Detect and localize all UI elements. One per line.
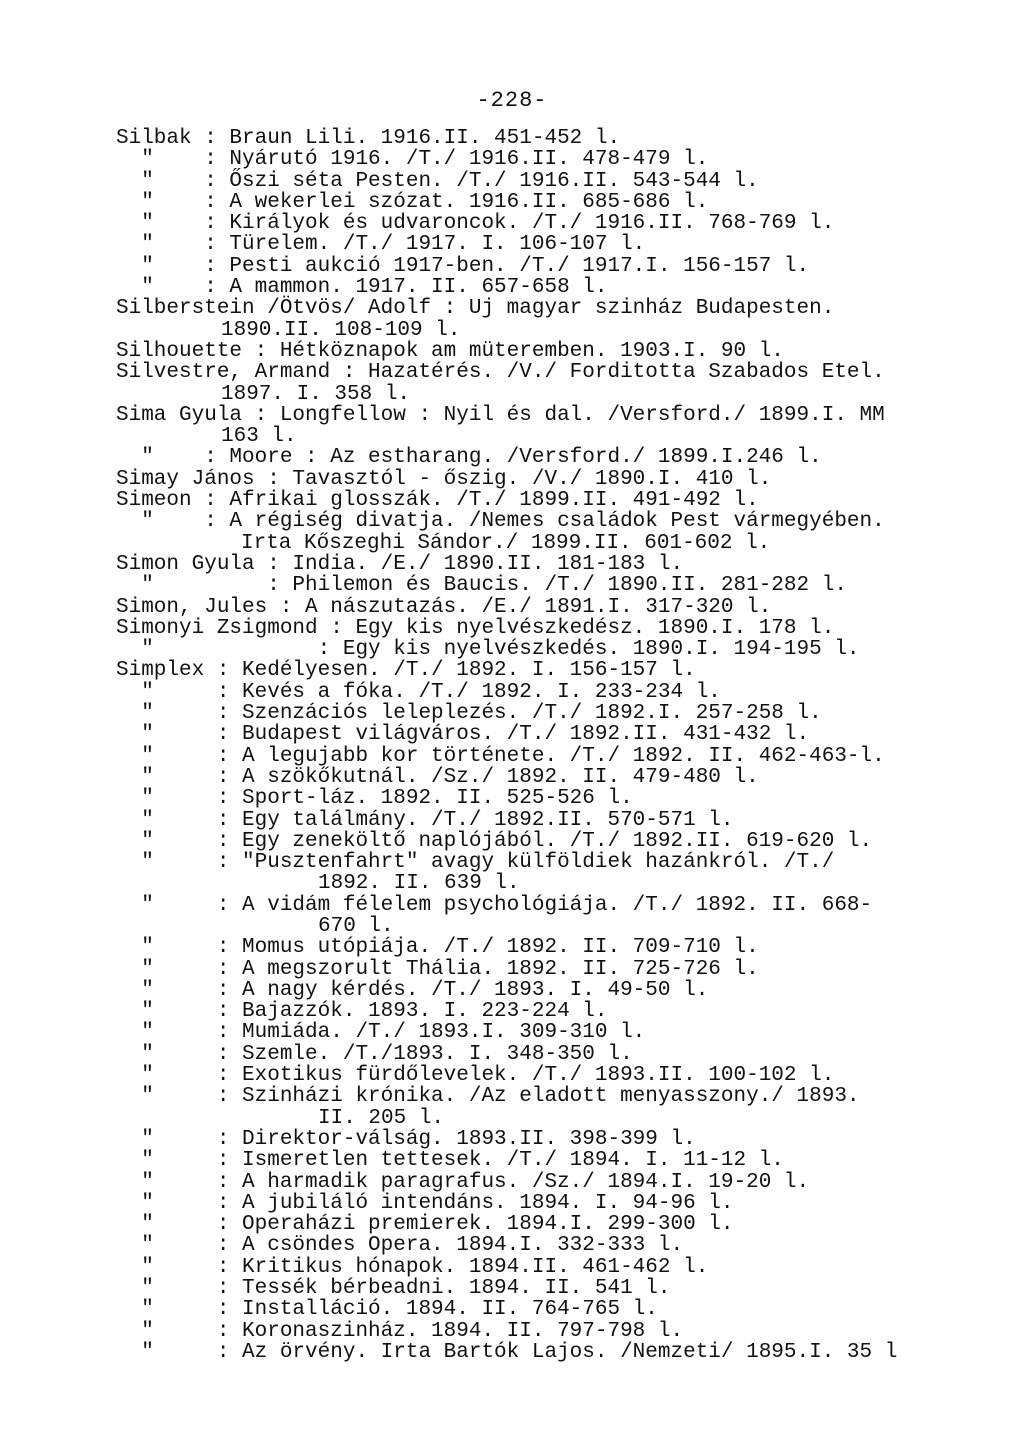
entry-line: " : A wekerlei szózat. 1916.II. 685-686 l. [116,190,709,214]
entry-line: " : Ismeretlen tettesek. /T./ 1894. I. 11-12 l. [116,1149,784,1173]
entry-line: 1890.II. 108-109 l. [221,318,461,342]
entry-line: Silhouette : Hétköznapok am müteremben. 1903.I. 90 l. [116,339,784,363]
entry-line: " : Szinházi krónika. /Az eladott menyasszony./ 1893. [116,1085,860,1109]
entry-line: " : A régiség divatja. /Nemes családok Pest vármegyében. [116,510,885,534]
entry-line: " : Direktor-válság. 1893.II. 398-399 l. [116,1127,696,1151]
entry-line: " : Kritikus hónapok. 1894.II. 461-462 l. [116,1255,709,1279]
entry-line: 1892. II. 639 l. [318,872,520,896]
entry-line: " : Királyok és udvaroncok. /T./ 1916.II. 768-769 l. [116,212,835,236]
entry-line: " : Egy kis nyelvészkedés. 1890.I. 194-195 l. [116,638,860,662]
entry-line: Silbak : Braun Lili. 1916.II. 451-452 l. [116,127,621,150]
entry-line: " : A nagy kérdés. /T./ 1893. I. 49-50 l. [116,978,709,1002]
entry-line: " : Szemle. /T./1893. I. 348-350 l. [116,1042,633,1066]
entry-line: " : Pesti aukció 1917-ben. /T./ 1917.I. 156-157 l. [116,254,810,278]
entry-line: " : Momus utópiája. /T./ 1892. II. 709-710 l. [116,936,759,960]
entry-line: " : Őszi séta Pesten. /T./ 1916.II. 543-544 l. [116,169,759,193]
entry-line: " : Operaházi premierek. 1894.I. 299-300 l. [116,1213,734,1237]
entry-line: " : Egy találmány. /T./ 1892.II. 570-571 l. [116,808,734,832]
entry-line: Silberstein /Ötvös/ Adolf : Uj magyar szinház Budapesten. [116,297,835,321]
entry-line: " : Moore : Az estharang. /Versford./ 1899.I.246 l. [116,446,822,470]
entry-line: " : A mammon. 1917. II. 657-658 l. [116,276,608,300]
entry-line: 163 l. [221,425,297,449]
entry-line: 670 l. [318,914,394,938]
entry-line: " : Türelem. /T./ 1917. I. 106-107 l. [116,233,646,257]
entry-line: Simplex : Kedélyesen. /T./ 1892. I. 156-157 l. [116,659,696,683]
entry-line: " : Sport-láz. 1892. II. 525-526 l. [116,787,633,811]
bibliography-entries [116,128,996,1363]
entry-line: " : Nyárutó 1916. /T./ 1916.II. 478-479 l. [116,148,709,172]
entry-line: " : A megszorult Thália. 1892. II. 725-726 l. [116,957,759,981]
entry-line: " : Budapest világváros. /T./ 1892.II. 431-432 l. [116,723,810,747]
entry-line: " : A csöndes Opera. 1894.I. 332-333 l. [116,1234,684,1258]
entry-line: " : Szenzációs leleplezés. /T./ 1892.I. 257-258 l. [116,702,822,726]
entry-line: " : A szökőkutnál. /Sz./ 1892. II. 479-480 l. [116,765,759,789]
entry-line: " : A harmadik paragrafus. /Sz./ 1894.I. 19-20 l. [116,1170,810,1194]
entry-line: " : Mumiáda. /T./ 1893.I. 309-310 l. [116,1021,646,1045]
entry-line: " : Egy zeneköltő naplójából. /T./ 1892.II. 619-620 l. [116,829,873,853]
page-number: -228- [476,88,548,113]
entry-line: " : Koronaszinház. 1894. II. 797-798 l. [116,1319,684,1343]
entry-line: Simeon : Afrikai glosszák. /T./ 1899.II. 491-492 l. [116,489,759,513]
entry-line: Irta Kőszeghi Sándor./ 1899.II. 601-602 l. [241,531,771,555]
entry-line: Simon Gyula : India. /E./ 1890.II. 181-183 l. [116,552,684,576]
entry-line: " : "Pusztenfahrt" avagy külföldiek hazánkról. /T./ [116,851,835,875]
entry-line: II. 205 l. [318,1106,445,1130]
entry-line: 1897. I. 358 l. [221,382,411,406]
entry-line: " : Kevés a fóka. /T./ 1892. I. 233-234 l. [116,680,721,704]
entry-line: " : Bajazzók. 1893. I. 223-224 l. [116,1000,608,1024]
entry-line: Silvestre, Armand : Hazatérés. /V./ Forditotta Szabados Etel. [116,361,885,385]
entry-line: " : Installáció. 1894. II. 764-765 l. [116,1298,658,1322]
entry-line: " : Exotikus fürdőlevelek. /T./ 1893.II. 100-102 l. [116,1064,835,1088]
entry-line: Simonyi Zsigmond : Egy kis nyelvészkedész. 1890.I. 178 l. [116,616,835,640]
entry-line: " : A vidám félelem psychológiája. /T./ 1892. II. 668- [116,893,873,917]
entry-line: " : Az örvény. Irta Bartók Lajos. /Nemzeti/ 1895.I. 35 l [116,1340,898,1364]
entry-line: " : A jubiláló intendáns. 1894. I. 94-96 l. [116,1191,734,1215]
entry-line: Simay János : Tavasztól - őszig. /V./ 1890.I. 410 l. [116,467,772,491]
entry-line: Sima Gyula : Longfellow : Nyil és dal. /Versford./ 1899.I. MM [116,403,885,427]
entry-line: " : Tessék bérbeadni. 1894. II. 541 l. [116,1277,671,1301]
entry-line: " : Philemon és Baucis. /T./ 1890.II. 281-282 l. [116,574,847,598]
entry-line: Simon, Jules : A nászutazás. /E./ 1891.I. 317-320 l. [116,595,772,619]
entry-line: " : A legujabb kor története. /T./ 1892. II. 462-463-l. [116,744,885,768]
